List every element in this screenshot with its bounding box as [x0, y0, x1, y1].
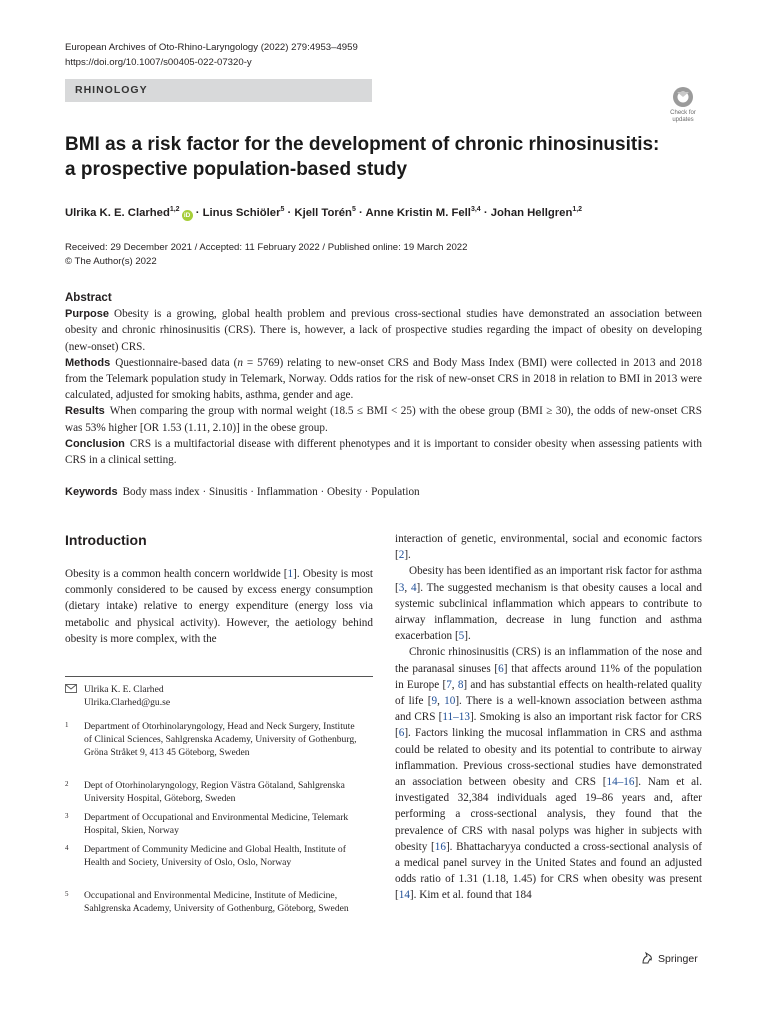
check-updates-icon	[663, 84, 703, 124]
abstract-methods	[65, 355, 702, 404]
check-updates-label-2: updates	[672, 117, 694, 123]
corresponding-author-name: Ulrika K. E. Clarhed	[84, 684, 164, 695]
text-run: ]. The suggested mechanism is that obesity causes a local and systemic subclinical inflammation which appears to contribute to airway inflammation, decrease in lung function and asthma exacerbation [	[395, 581, 702, 643]
footnote-divider	[65, 676, 373, 677]
affiliation-text: Department of Otorhinolaryngology, Head and Neck Surgery, Institute of Clinical Sciences, Sahlgrenska Academy, University of Gothenburg, Gröna Stråket 9, 413 45 Göteborg, Sweden	[84, 721, 357, 758]
purpose-text: Obesity is a growing, global health problem and previous cross-sectional studies have demonstrated an association between obesity and chronic rhinosinusitis (CRS). There is, however, a lack of prospective studies regarding the impact of obesity on developing (new-onset) CRS.	[65, 308, 702, 353]
citation-link[interactable]: 3	[398, 581, 405, 594]
citation-link[interactable]: 14–16	[606, 776, 635, 789]
author-separator: ·	[284, 206, 295, 219]
author-affil-sup: 1,2	[169, 206, 180, 213]
keywords	[65, 484, 420, 500]
citation-link[interactable]: 8	[457, 678, 464, 691]
author-separator: ·	[355, 206, 366, 219]
results-label: Results	[65, 405, 105, 418]
orcid-icon[interactable]: iD	[182, 210, 193, 221]
text-run: Obesity has been identified as an important risk factor for asthma [	[395, 565, 702, 594]
results-text: When comparing the group with normal weight (18.5 ≤ BMI < 25) with the obese group (BMI ≥ 30), the odds of new-onset CRS was 53% higher [OR 1.53 (1.11, 2.10)] in the obese group.	[65, 405, 702, 434]
text-run: ] that affects around 11% of the population in Europe [	[395, 662, 702, 691]
author-name[interactable]: Ulrika K. E. Clarhed	[65, 206, 170, 219]
affiliation-number: 5	[65, 890, 69, 898]
purpose-label: Purpose	[65, 308, 110, 321]
intro-paragraph	[65, 566, 373, 647]
affiliation-number: 1	[65, 721, 69, 729]
check-updates-label-1: Check for	[670, 110, 696, 116]
springer-horse-icon	[640, 951, 654, 965]
conclusion-label: Conclusion	[65, 437, 125, 450]
citation-link[interactable]: 6	[398, 727, 405, 740]
text-run: ]. Kim et al. found that 184	[409, 889, 532, 902]
citation-link[interactable]: 16	[434, 840, 446, 853]
methods-text-a: Questionnaire-based data (	[115, 356, 238, 369]
citation-link[interactable]: 9	[431, 695, 438, 708]
article-title	[65, 132, 705, 182]
author-separator: ·	[480, 206, 491, 219]
text-run: ]. Nam et al. investigated 32,384 individuals aged 19–86 years and, after performing a cross-sectional analysis, they found that the prevalence of CRS with nasal polyps was higher in subjects with obesity [	[395, 776, 702, 853]
conclusion-text: CRS is a multifactorial disease with different phenotypes and it is important to consider obesity when assessing patients with CRS in a clinical setting.	[65, 437, 702, 467]
text-run: interaction of genetic, environmental, social and economic factors [	[395, 533, 702, 562]
author-name[interactable]: Johan Hellgren	[490, 206, 573, 219]
abstract-purpose	[65, 306, 702, 355]
text-run: Obesity is a common health concern worldwide [	[65, 568, 288, 580]
publisher-name: Springer	[658, 953, 698, 965]
author-list	[65, 202, 582, 221]
author-name[interactable]: Kjell Torén	[294, 206, 352, 219]
affiliation-text: Occupational and Environmental Medicine, Institute of Medicine, Sahlgrenska Academy, University of Gothenburg, Göteborg, Sweden	[84, 890, 349, 914]
affiliation-number: 4	[65, 844, 69, 852]
author-name[interactable]: Anne Kristin M. Fell	[365, 206, 471, 219]
author-affil-sup: 5	[280, 206, 285, 213]
keywords-text: Body mass index · Sinusitis · Inflammation · Obesity · Population	[122, 486, 420, 498]
abstract-block	[65, 290, 702, 468]
copyright-line: © The Author(s) 2022	[65, 256, 157, 267]
citation-link[interactable]: 14	[398, 889, 410, 902]
journal-header	[65, 41, 358, 70]
doi-link[interactable]: https://doi.org/10.1007/s00405-022-07320-y	[65, 56, 252, 68]
text-run: ,	[404, 581, 411, 594]
citation-link[interactable]: 1	[287, 568, 294, 580]
citation-link[interactable]: 6	[498, 662, 504, 675]
publication-dates	[65, 241, 467, 269]
section-label: RHINOLOGY	[65, 79, 372, 102]
check-for-updates-badge[interactable]	[663, 84, 703, 124]
title-line-2: a prospective population-based study	[65, 159, 408, 180]
author-separator: ·	[192, 206, 203, 219]
citation-link[interactable]: 4	[410, 581, 417, 594]
citation-link[interactable]: 2	[398, 549, 405, 562]
text-run: ,	[451, 678, 458, 691]
methods-text-b: = 5769) relating to new-onset CRS and Body Mass Index (BMI) were collected in 2013 and 2018 from the Telemark population study in Telemark, Norway. Odds ratios for the risk of new-onset CRS in 2018 in relation to BMI in 2013 were calculated, adjusted for smoking habits, asthma, gender and age.	[65, 356, 702, 402]
intro-paragraph	[395, 644, 702, 903]
affiliation-number: 2	[65, 780, 69, 788]
introduction-heading: Introduction	[65, 532, 147, 548]
author-name[interactable]: Linus Schiöler	[202, 206, 281, 219]
abstract-conclusion	[65, 436, 702, 468]
affiliation-text: Department of Occupational and Environmental Medicine, Telemark Hospital, Skien, Norway	[84, 812, 349, 836]
text-run: ]. Smoking is also an important risk factor for CRS [	[395, 711, 702, 740]
methods-label: Methods	[65, 356, 111, 369]
intro-paragraph	[395, 563, 702, 644]
citation-link[interactable]: 10	[444, 695, 456, 708]
methods-n: n	[237, 356, 243, 369]
text-run: ]. Obesity is most commonly considered to be caused by excess energy consumption (dietary intake) relative to energy expenditure (energy loss via metabolic and physical activity). However, the aetiology behind obesity is more complex, with the	[65, 568, 374, 645]
title-line-1: BMI as a risk factor for the development of chronic rhinosinusitis:	[65, 134, 660, 155]
correspondence-text	[84, 683, 170, 709]
citation-link[interactable]: 5	[458, 630, 465, 643]
envelope-icon	[65, 684, 77, 693]
dates-line: Received: 29 December 2021 / Accepted: 11 February 2022 / Published online: 19 March 2022	[65, 242, 468, 253]
citation-link[interactable]: 7	[446, 678, 452, 691]
intro-paragraph	[395, 531, 702, 563]
affiliation-text: Department of Community Medicine and Global Health, Institute of Health and Society, University of Oslo, Oslo, Norway	[84, 844, 346, 868]
keywords-label: Keywords	[65, 486, 118, 498]
author-affil-sup: 3,4	[470, 206, 481, 213]
affiliation-number: 3	[65, 812, 69, 820]
text-run: ]. Factors linking the mucosal inflammation in CRS and asthma could be related to obesity and its potential to contribute to airway inflammation. Previous cross-sectional studies have demonstrated an association between obesity and CRS [	[395, 727, 702, 789]
abstract-results	[65, 403, 702, 435]
corresponding-author-email[interactable]: Ulrika.Clarhed@gu.se	[84, 697, 171, 708]
text-run: ].	[464, 630, 471, 643]
citation-link[interactable]: 11–13	[442, 711, 470, 724]
author-affil-sup: 5	[351, 206, 356, 213]
publisher-footer	[640, 951, 698, 967]
journal-citation: European Archives of Oto-Rhino-Laryngology (2022) 279:4953–4959	[65, 42, 358, 53]
text-run: ] and has substantial effects on health-related quality of life [	[395, 678, 702, 708]
intro-right-column	[395, 531, 702, 904]
author-affil-sup: 1,2	[572, 206, 583, 213]
text-run: ].	[404, 549, 411, 562]
text-run: ]. Bhattacharyya conducted a cross-sectional analysis of a medical panel survey in the United States and found an adjusted odds ratio of 1.31 (1.18, 1.45) for CRS when obesity was present [	[395, 840, 702, 902]
abstract-heading: Abstract	[65, 292, 112, 304]
intro-left-column	[65, 566, 373, 647]
affiliation-text: Dept of Otorhinolaryngology, Region Västra Götaland, Sahlgrenska University Hospital, Göteborg, Sweden	[84, 780, 345, 804]
text-run: ]. There is a well-known association between asthma and CRS [	[395, 695, 703, 724]
text-run: ,	[437, 695, 445, 708]
text-run: Chronic rhinosinusitis (CRS) is an inflammation of the nose and the paranasal sinuses [	[395, 646, 702, 675]
